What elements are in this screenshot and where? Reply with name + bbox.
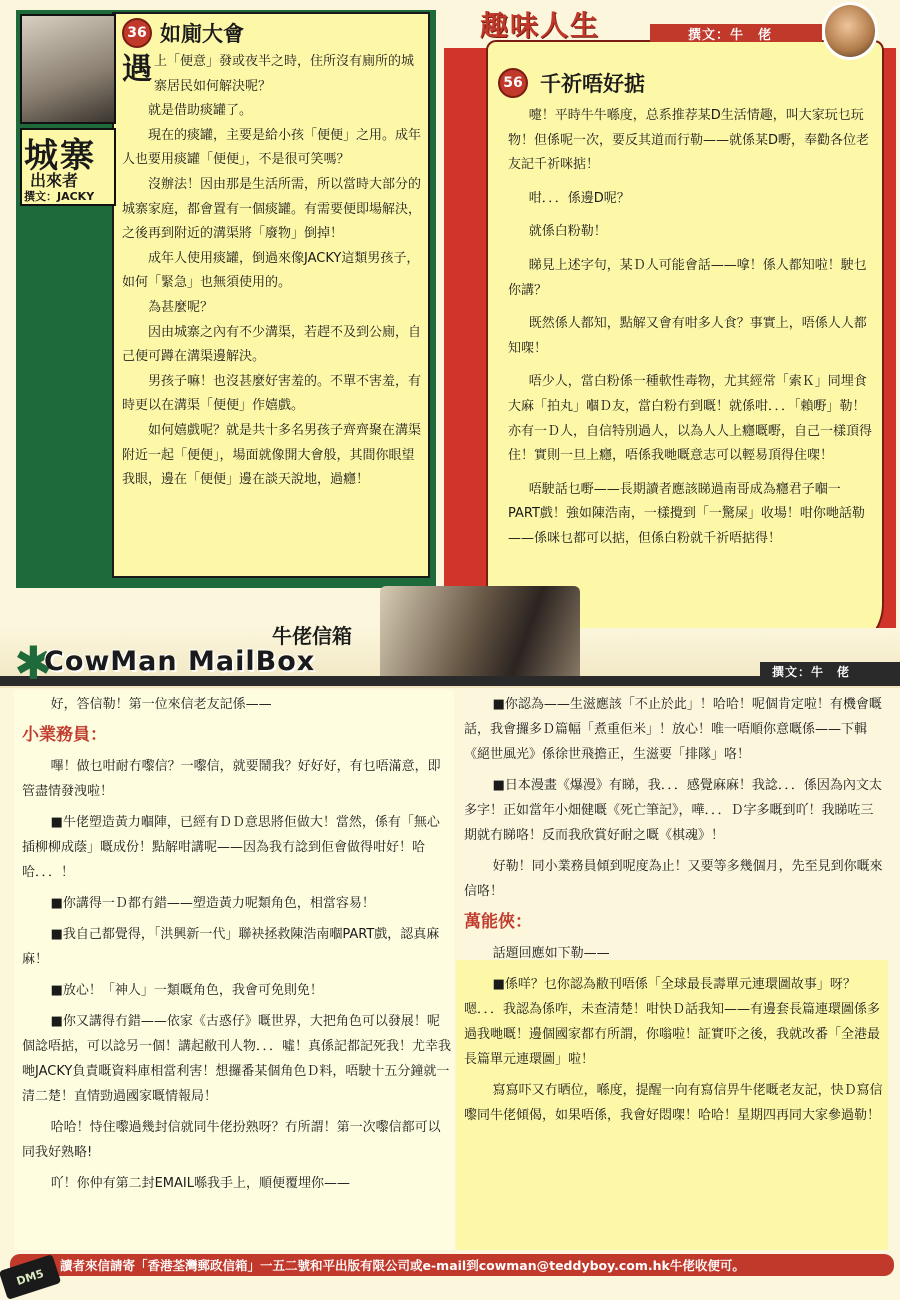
right-paragraph: 既然係人都知，點解又會有咁多人食？事實上，唔係人人都知㗎！ <box>508 316 867 356</box>
right-article-number: 56 <box>498 68 528 98</box>
mail-right-column <box>464 692 884 1134</box>
left-paragraph: 男孩子嘛！也沒甚麼好害羞的。不單不害羞，有時更以在溝渠「便便」作嬉戲。 <box>122 373 422 414</box>
left-author: 撰文：JACKY <box>24 190 95 203</box>
footer-address: 讀者來信請寄「香港荃灣郵政信箱」一五二號和平出版有限公司或e-mail到cowman@teddyboy.com.hk牛佬收便可。 <box>60 1258 745 1273</box>
mail-paragraph: ■你又講得冇錯——依家《古惑仔》嘅世界，大把角色可以發展！呢個諗唔掂，可以諗另一個！講起敝刊人物．．．噓！真係記都記死我！尤幸我哋JACKY負責嘅資料庫相當利害！想攞番某個角色Ｄ料，唔駛十五分鐘就一清二楚！直情勁過國家嘅情報局！ <box>22 1014 452 1104</box>
right-article-title: 千祈唔好掂 <box>540 71 645 96</box>
dm5-watermark-logo: DM5 <box>0 1254 61 1300</box>
mailbox-author: 撰文：牛 佬 <box>772 665 851 679</box>
mailbox-subtitle: 牛佬信箱 <box>272 624 352 648</box>
right-paragraph: 就係白粉勒！ <box>528 224 607 240</box>
mail-intro: 好，答信勒！第一位來信老友記係—— <box>50 697 272 712</box>
right-paragraph: 唔駛話乜嘢——長期讀者應該睇過南哥成為癮君子嗰一PART戲！強如陳浩南，一樣攪到「一驚屎」收場！咁你哋話勒——係咪乜都可以掂，但係白粉就千祈唔掂得！ <box>508 481 865 546</box>
author-photo-cowman <box>822 2 878 60</box>
right-paragraph: 嚏！平時牛牛喺度，总系推荐某D生活情趣，叫大家玩乜玩物！但係呢一次，要反其道而行勒——就係某D嘢，奉勸各位老友記千祈咪掂！ <box>508 108 870 173</box>
left-paragraph: 成年人使用痰罐，倒過來像JACKY這類男孩子，如何「緊急」也無須使用的。 <box>122 250 420 291</box>
asterisk-icon: ✱ <box>14 636 53 690</box>
left-paragraph: 為甚麼呢？ <box>148 299 214 315</box>
right-article-text <box>508 104 872 561</box>
left-article-number: 36 <box>122 18 152 48</box>
left-paragraph: 就是借助痰罐了。 <box>148 103 253 119</box>
mail-paragraph: ■放心！「神人」一類嘅角色，我會可免則免！ <box>50 983 323 998</box>
left-paragraph: 現在的痰罐，主要是給小孩「便便」之用。成年人也要用痰罐「便便」，不是很可笑嗎？ <box>122 127 422 168</box>
right-brand-logo: 趣味人生 <box>480 9 601 42</box>
mail-paragraph: ■係咩？乜你認為敝刊唔係「全球最長壽單元連環圖故事」呀？嗯．．．我認為係咋，未查清楚！咁快Ｄ話我知——有邊套長篇連環圖係多過我哋嘅！邊個國家都冇所謂，你嗡啦！証實吓之後，我就改番「全港最長篇單元連環圖」啦！ <box>464 977 881 1067</box>
right-paragraph: 唔少人，當白粉係一種軟性毒物，尤其經常「索Ｋ」同埋食大麻「拍丸」嗰Ｄ友，當白粉冇到嘅！就係咁．．．「賴嘢」勒！亦有一Ｄ人，自信特別過人，以為人人上癮嘅嘢，自己一樣頂得住！實則一旦上癮，唔係我哋嘅意志可以輕易頂得住㗎！ <box>508 374 873 464</box>
mail-paragraph: ■你認為——生滋應該「不止於此」！哈哈！呢個肯定啦！有機會嘅話，我會攞多Ｄ篇幅「煮重佢米」！放心！唯一唔順你意嘅係——下輯《絕世風光》係徐世飛擔正，生滋要「排隊」咯！ <box>464 697 882 762</box>
left-paragraph: 如何嬉戲呢？就是共十多名男孩子齊齊聚在溝渠附近一起「便便」，場面就像開大會般，其間你眼望我眼，邊在「便便」邊在談天說地，過癮！ <box>122 422 422 488</box>
right-paragraph: 咁．．．係邊D呢？ <box>528 190 630 206</box>
mail-paragraph: 嗶！做乜咁耐冇嚟信？一嚟信，就要鬧我？好好好，有乜唔滿意，即管盡情發洩啦！ <box>22 759 441 799</box>
mail-paragraph: 哈哈！恃住嚟過幾封信就同牛佬扮熟呀？冇所謂！第一次嚟信都可以同我好熟略! <box>22 1120 441 1160</box>
mailbox-title: CowMan MailBox <box>44 646 316 677</box>
reader-name-heading: 小業務員： <box>22 725 107 745</box>
mail-paragraph: 吖！你仲有第二封EMAIL喺我手上，順便覆埋你—— <box>50 1176 350 1191</box>
mail-paragraph: ■我自己都覺得，「洪興新一代」聯袂拯救陳浩南嗰PART戲，認真麻麻！ <box>22 927 440 967</box>
mail-paragraph: 好勒！同小業務員傾到呢度為止！又要等多幾個月，先至見到你嘅來信咯！ <box>464 859 883 899</box>
mail-paragraph: ■牛佬塑造黃力嗰陣，已經有ＤＤ意思將佢做大！當然，係有「無心插柳柳成蔭」嘅成份！點解咁講呢——因為我冇諗到佢會做得咁好！哈哈．．．！ <box>22 815 440 880</box>
left-article-title: 如廁大會 <box>160 21 244 46</box>
left-article-text <box>122 50 422 493</box>
mailbox-banner-photo <box>380 586 580 682</box>
mail-paragraph: 寫寫吓又冇晒位，喺度，提醒一向有寫信畀牛佬嘅老友記，快Ｄ寫信嚟同牛佬傾偈，如果唔係，我會好悶㗎！哈哈！星期四再同大家參過勒！ <box>464 1083 883 1123</box>
author-photo-jacky <box>20 14 116 124</box>
column-name: 城寨 <box>24 136 96 176</box>
right-author: 撰文：牛 佬 <box>688 28 773 43</box>
mail-paragraph: ■日本漫畫《爆漫》有睇，我．．．感覺麻麻！我諗．．．係因為內文太多字！正如當年小畑健嘅《死亡筆記》，嘩．．．Ｄ字多嘅到吖！我睇咗三期就冇睇咯！反而我欣賞好耐之嘅《棋魂》！ <box>464 778 882 843</box>
mail-paragraph: ■你講得一Ｄ都冇錯——塑造黃力呢類角色，相當容易！ <box>50 896 375 911</box>
left-paragraph: 沒辦法！因由那是生活所需，所以當時大部分的城寨家庭，都會置有一個痰罐。有需要便即場解決，之後再到附近的溝渠將「廢物」倒掉！ <box>122 176 422 242</box>
mail-intro: 話題回應如下勒—— <box>492 946 610 961</box>
left-paragraph: 因由城寨之內有不少溝渠，若趕不及到公廁，自己便可蹲在溝渠邊解決。 <box>122 324 422 365</box>
left-first-paragraph: 遇上「便意」發或夜半之時，住所沒有廁所的城寨居民如何解決呢？ <box>122 52 415 94</box>
mail-left-column <box>22 692 452 1202</box>
drop-cap: 遇 <box>122 52 152 87</box>
right-paragraph: 睇見上述字句，某Ｄ人可能會話——嗱！係人都知啦！駛乜你講？ <box>508 257 867 298</box>
column-subtitle: 出來者 <box>30 171 79 190</box>
reader-name-heading: 萬能俠： <box>464 912 532 932</box>
